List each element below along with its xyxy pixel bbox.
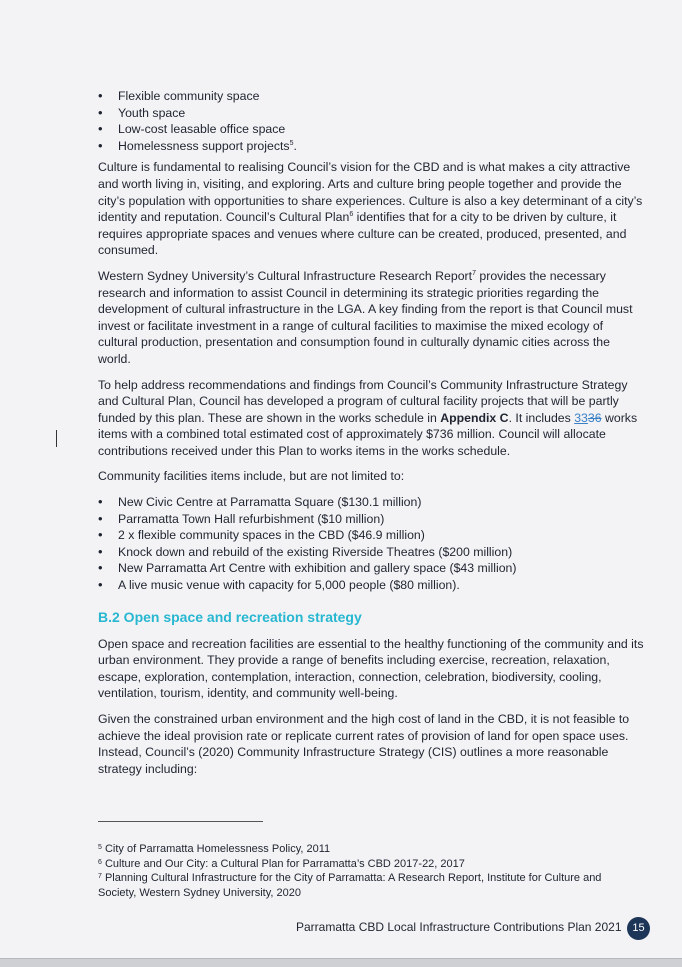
list-item: • Parramatta Town Hall refurbishment ($10 million) xyxy=(98,511,646,528)
list-item: • Knock down and rebuild of the existing Riverside Theatres ($200 million) xyxy=(98,544,646,561)
list-item: • 2 x flexible community spaces in the CBD ($46.9 million) xyxy=(98,527,646,544)
list-item: • A live music venue with capacity for 5,000 people ($80 million). xyxy=(98,577,646,594)
open-space-paragraph: Open space and recreation facilities are essential to the healthy functioning of the community and its urban environment. They provide a range of benefits including exercise, recreation, relaxation, escape, exploration, contemplation, interaction, connection, celebration, biodiversity, cooling, ventilation, tourism, identity, and community well-being. xyxy=(98,636,644,701)
list-item: • Homelessness support projects$^5$. xyxy=(98,138,646,155)
culture-paragraph: Culture is fundamental to realising Council’s vision for the CBD and is what makes a city attractive and worth living in, visiting, and exploring. Arts and culture bring people together and provide the city’s population with opportunities to share experiences. Culture is also a key determinant of a city’s identity and reputation. Council’s Cultural Plan$^6$ identifies that for a city to be driven by culture, it requires appropriate spaces and venues where culture can be created, produced, presented, and consumed. xyxy=(98,160,643,258)
footnote-divider xyxy=(98,821,263,822)
facilities-bullet-list xyxy=(98,494,646,594)
list-item: • Low-cost leasable office space xyxy=(98,121,646,138)
list-item: • New Parramatta Art Centre with exhibition and gallery space ($43 million) xyxy=(98,560,646,577)
footnote-ref[interactable]: 5 xyxy=(289,139,294,147)
list-item: • New Civic Centre at Parramatta Square ($130.1 million) xyxy=(98,494,646,511)
footnote-ref[interactable]: 6 xyxy=(349,211,354,219)
revision-change-bar xyxy=(56,430,57,447)
section-heading: B.2 Open space and recreation strategy xyxy=(98,608,362,625)
footnote: $^7$ Planning Cultural Infrastructure for the City of Parramatta: A Research Report, Institute for Culture and Society, Western Sydney University, 2020 xyxy=(98,872,602,900)
research-paragraph: Western Sydney University’s Cultural Infrastructure Research Report$^7$ provides the necessary research and information to assist Council in determining its strategic priorities regarding the development of cultural infrastructure in the LGA. A key finding from the report is that Council must invest or facilitate investment in a range of cultural facilities to maximise the mixed ecology of cultural production, presentation and consumption found in culturally dynamic cities across the world. xyxy=(98,268,633,366)
page-number-badge: 15 xyxy=(627,917,650,940)
works-schedule-paragraph: To help address recommendations and findings from Council’s Community Infrastructure Strategy and Cultural Plan, Council has developed a program of cultural facility projects that will be partly funded by this plan. These are shown in the works schedule in Appendix C. It includes 3336 works items with a combined total estimated cost of approximately $736 million. Council will allocate contributions received under this Plan to works items in the works schedule. xyxy=(98,377,638,458)
footnotes xyxy=(98,842,638,901)
facilities-intro: Community facilities items include, but are not limited to: xyxy=(98,469,405,484)
footnote: $^5$ City of Parramatta Homelessness Policy, 2011 xyxy=(98,843,331,855)
tracked-deletion: 36 xyxy=(587,410,602,425)
page-content xyxy=(98,88,646,777)
list-item: • Youth space xyxy=(98,105,646,122)
list-item: • Flexible community space xyxy=(98,88,646,105)
constrained-environment-paragraph: Given the constrained urban environment and the high cost of land in the CBD, it is not feasible to achieve the ideal provision rate or replicate current rates of provision of land for open space uses. Instead, Council’s (2020) Community Infrastructure Strategy (CIS) outlines a more reasonable strategy including: xyxy=(98,712,630,776)
footnote-ref[interactable]: 7 xyxy=(472,269,476,277)
tracked-insertion: 33 xyxy=(574,410,588,425)
footer-title: Parramatta CBD Local Infrastructure Contributions Plan 2021 xyxy=(296,920,622,934)
footnote: $^6$ Culture and Our City: a Cultural Plan for Parramatta’s CBD 2017-22, 2017 xyxy=(98,857,465,870)
top-bullet-list xyxy=(98,88,646,154)
appendix-ref: Appendix C xyxy=(440,410,509,425)
